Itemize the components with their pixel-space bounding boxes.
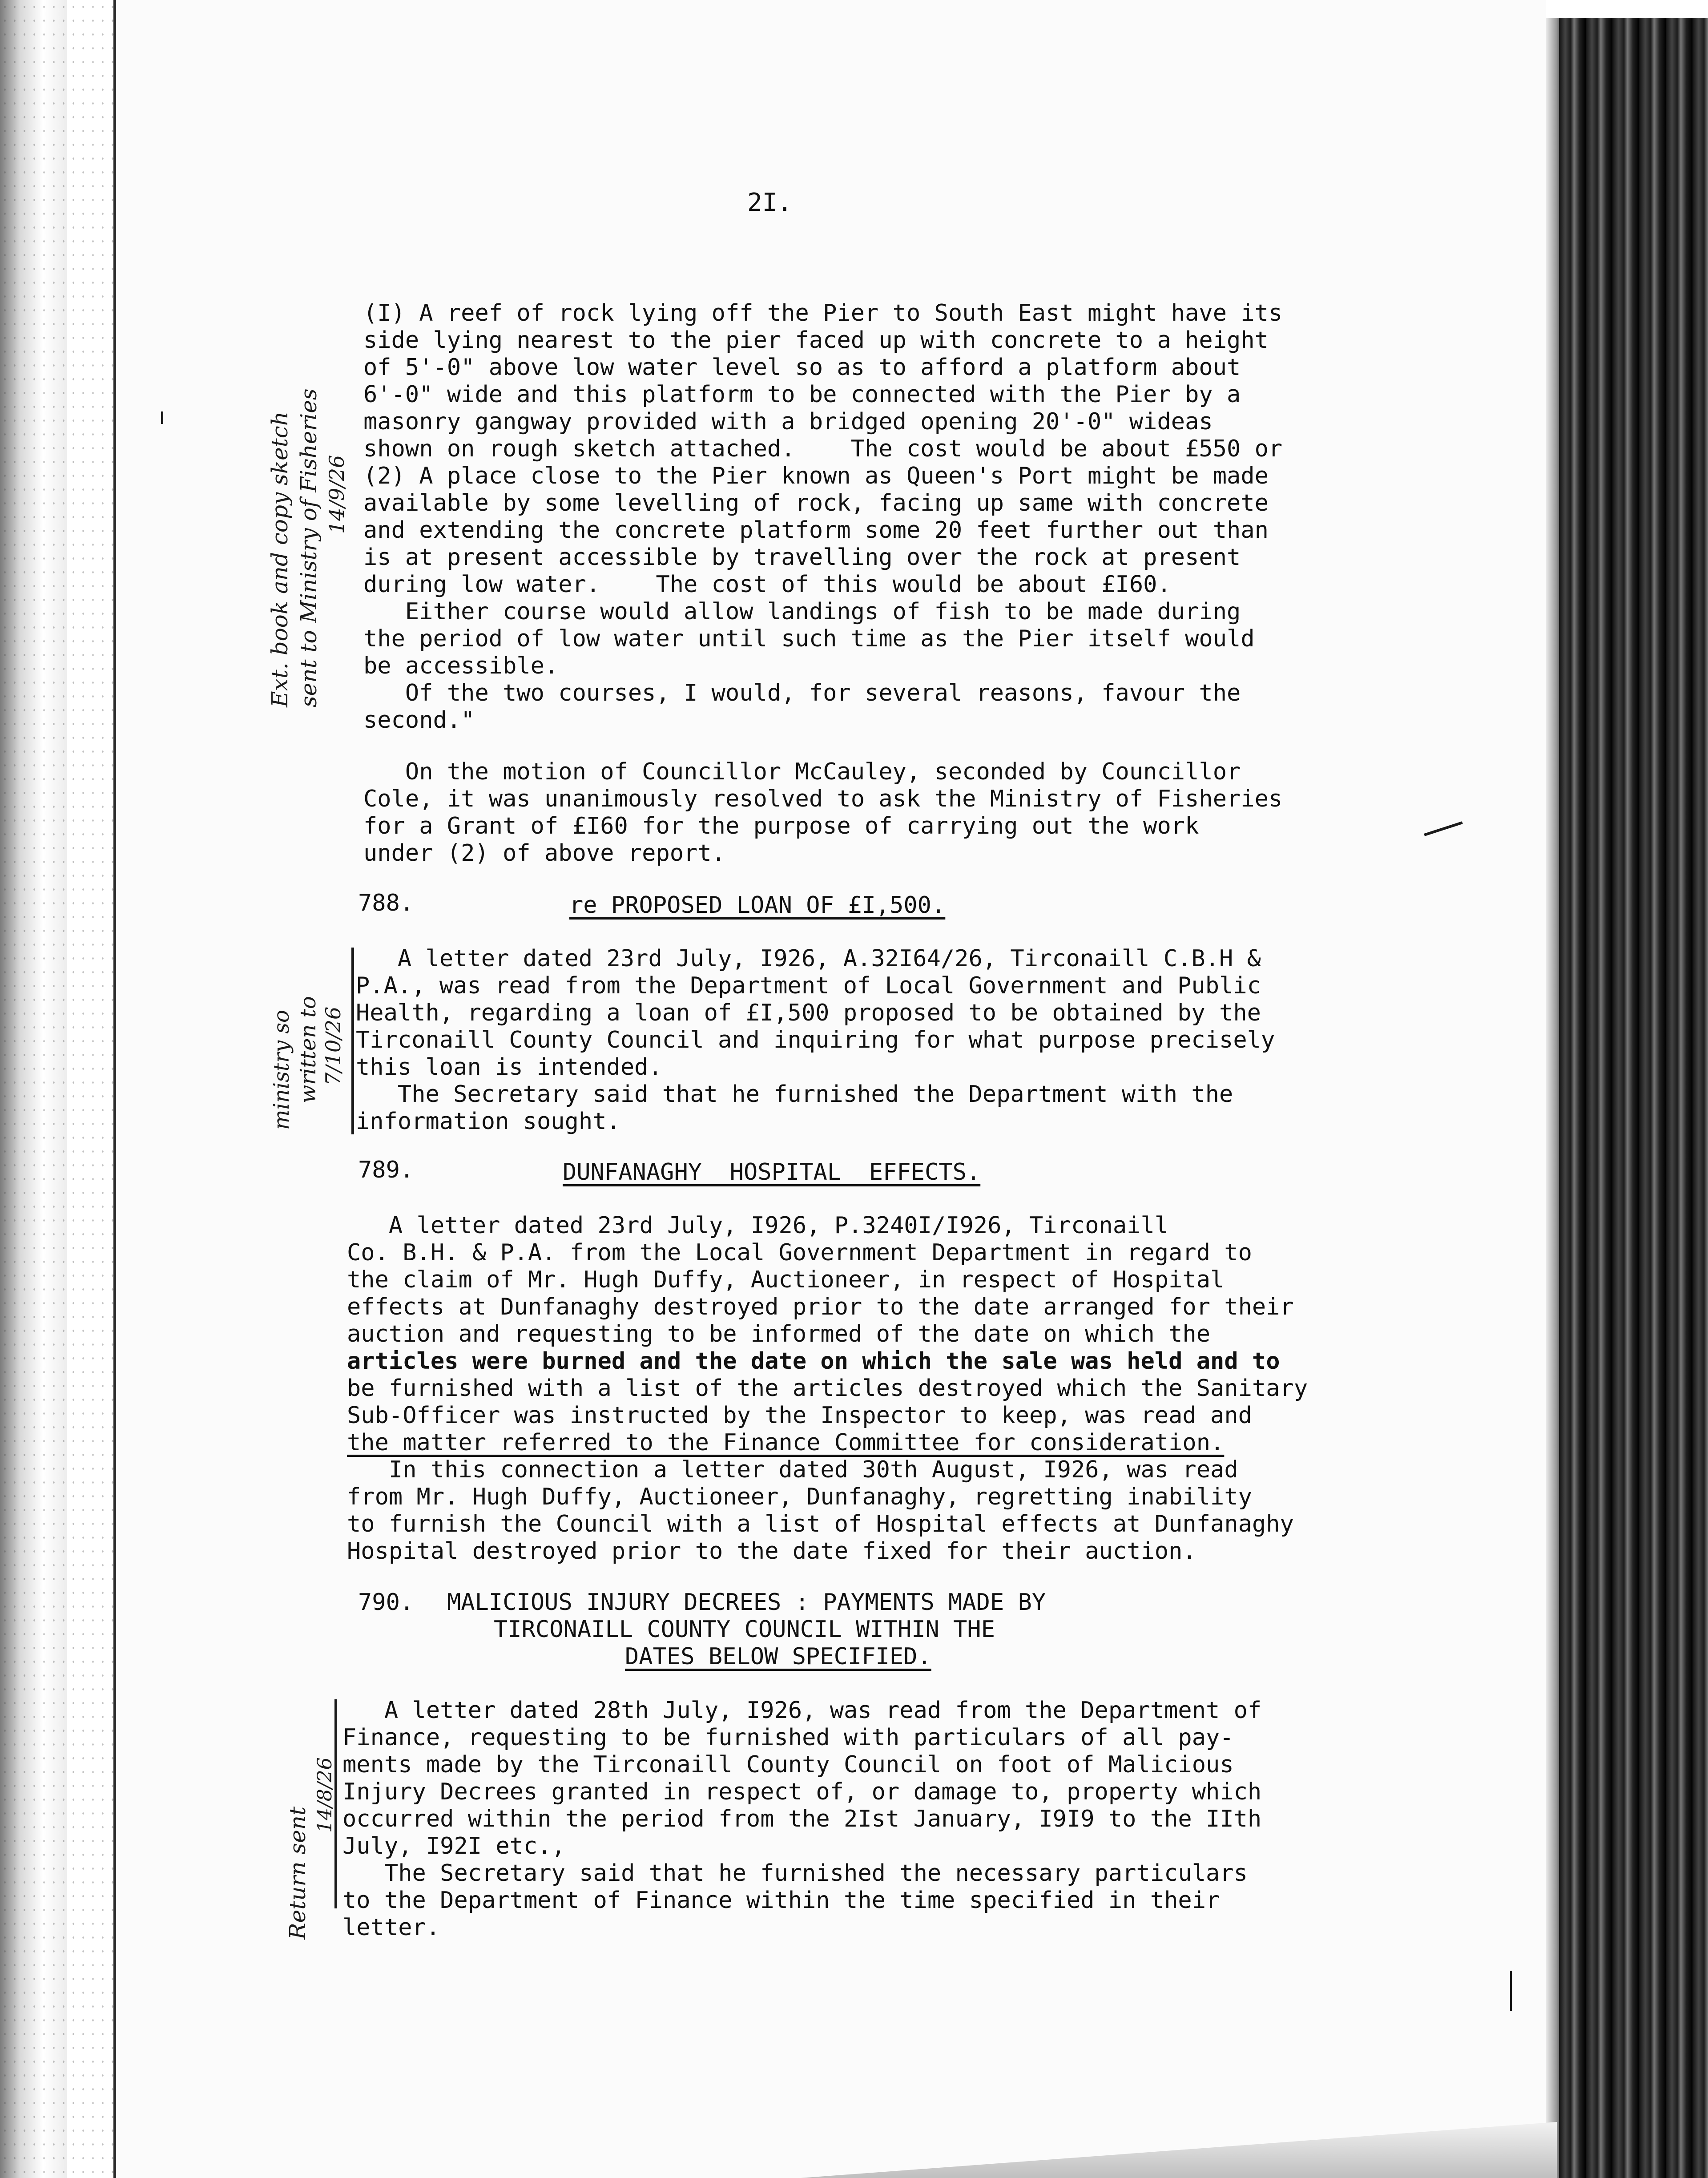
item-line: to furnish the Council with a list of Hospital effects at Dunfanaghy — [347, 1511, 1294, 1537]
scan-left-speckle — [0, 0, 116, 2178]
report-line: Either course would allow landings of fish to be made during — [363, 598, 1241, 625]
item-line: Sub-Officer was instructed by the Inspector to keep, was read and — [347, 1402, 1252, 1429]
report-line: during low water. The cost of this would be about £I60. — [363, 571, 1171, 598]
item-line: A letter dated 23rd July, I926, P.3240I/I926, Tirconaill — [347, 1212, 1169, 1239]
item-line: be furnished with a list of the articles destroyed which the Sanitary — [347, 1375, 1308, 1402]
item-line: Co. B.H. & P.A. from the Local Government Department in regard to — [347, 1239, 1252, 1266]
report-line: second." — [363, 707, 475, 734]
item-line: auction and requesting to be informed of the date on which the — [347, 1321, 1211, 1347]
item-line: letter. — [342, 1914, 440, 1941]
report-line: of 5'-0" above low water level so as to afford a platform about — [363, 354, 1241, 381]
item-heading: re PROPOSED LOAN OF £I,500. — [569, 892, 946, 919]
item-number: 789. — [358, 1157, 414, 1183]
item-heading: TIRCONAILL COUNTY COUNCIL WITHIN THE — [494, 1616, 995, 1643]
item-line: A letter dated 23rd July, I926, A.32I64/26, Tirconaill C.B.H & — [356, 945, 1261, 972]
item-heading: DUNFANAGHY HOSPITAL EFFECTS. — [563, 1159, 981, 1186]
handwritten-note: written to — [296, 996, 321, 1103]
handwritten-note: sent to Ministry of Fisheries — [296, 388, 322, 707]
report-line: and extending the concrete platform some 20 feet further out than — [363, 517, 1269, 544]
handwritten-note: 14/8/26 — [314, 1757, 336, 1833]
report-line: the period of low water until such time as the Pier itself would — [363, 625, 1255, 652]
report-line: is at present accessible by travelling over the rock at present — [363, 544, 1241, 571]
item-line: from Mr. Hugh Duffy, Auctioneer, Dunfanaghy, regretting inability — [347, 1484, 1252, 1510]
report-line: available by some levelling of rock, facing up same with concrete — [363, 490, 1269, 516]
item-line: articles were burned and the date on which the sale was held and to — [347, 1348, 1280, 1375]
report-line: (I) A reef of rock lying off the Pier to South East might have its — [363, 300, 1283, 327]
item-number: 790. — [358, 1589, 414, 1616]
item-line: The Secretary said that he furnished the Department with the — [356, 1081, 1233, 1108]
item-line: P.A., was read from the Department of Local Government and Public — [356, 972, 1261, 999]
item-line: Finance, requesting to be furnished with particulars of all pay- — [342, 1724, 1234, 1751]
motion-line: for a Grant of £I60 for the purpose of carrying out the work — [363, 813, 1199, 839]
handwritten-note: ministry so — [269, 1010, 294, 1130]
item-line: to the Department of Finance within the time specified in their — [342, 1887, 1220, 1914]
report-line: be accessible. — [363, 653, 559, 679]
report-line: shown on rough sketch attached. The cost would be about £550 or — [363, 436, 1283, 462]
pen-mark — [1510, 1971, 1512, 2011]
margin-bracket — [351, 948, 354, 1134]
motion-line: On the motion of Councillor McCauley, seconded by Councillor — [363, 758, 1241, 785]
handwritten-note: 14/9/26 — [325, 455, 349, 534]
item-line: the claim of Mr. Hugh Duffy, Auctioneer, in respect of Hospital — [347, 1266, 1225, 1293]
motion-line: Cole, it was unanimously resolved to ask the Ministry of Fisheries — [363, 786, 1283, 812]
item-line: A letter dated 28th July, I926, was read from the Department of — [342, 1697, 1262, 1724]
item-line: July, I92I etc., — [342, 1833, 565, 1859]
report-line: Of the two courses, I would, for several reasons, favour the — [363, 680, 1241, 706]
item-number: 788. — [358, 890, 414, 916]
item-line: In this connection a letter dated 30th August, I926, was read — [347, 1456, 1238, 1483]
handwritten-note: Return sent — [285, 1806, 310, 1940]
handwritten-note: Ext. book and copy sketch — [267, 411, 293, 707]
page-number: 2I. — [747, 188, 793, 217]
item-line: effects at Dunfanaghy destroyed prior to the date arranged for their — [347, 1294, 1294, 1320]
item-line: Health, regarding a loan of £I,500 proposed to be obtained by the — [356, 1000, 1261, 1026]
item-heading: DATES BELOW SPECIFIED. — [625, 1643, 931, 1670]
item-line: Tirconaill County Council and inquiring for what purpose precisely — [356, 1027, 1275, 1053]
report-line: 6'-0" wide and this platform to be connected with the Pier by a — [363, 381, 1241, 408]
report-line: masonry gangway provided with a bridged opening 20'-0" wideas — [363, 408, 1213, 435]
item-line: information sought. — [356, 1108, 620, 1135]
item-heading: MALICIOUS INJURY DECREES : PAYMENTS MADE BY — [447, 1589, 1046, 1616]
item-line: Injury Decrees granted in respect of, or damage to, property which — [342, 1779, 1262, 1805]
pen-mark — [161, 411, 163, 424]
item-line: occurred within the period from the 2Ist January, I9I9 to the IIth — [342, 1806, 1262, 1832]
item-line: The Secretary said that he furnished the necessary particulars — [342, 1860, 1248, 1887]
item-line: Hospital destroyed prior to the date fixed for their auction. — [347, 1538, 1196, 1565]
scan-binding-shadow — [1559, 18, 1708, 2178]
report-line: (2) A place close to the Pier known as Queen's Port might be made — [363, 463, 1269, 489]
item-line: ments made by the Tirconaill County Council on foot of Malicious — [342, 1751, 1234, 1778]
item-line: this loan is intended. — [356, 1054, 662, 1081]
item-underlined-line: the matter referred to the Finance Committee for consideration. — [347, 1429, 1225, 1456]
report-line: side lying nearest to the pier faced up with concrete to a height — [363, 327, 1269, 354]
handwritten-note: 7/10/26 — [321, 1006, 345, 1085]
motion-line: under (2) of above report. — [363, 840, 725, 867]
